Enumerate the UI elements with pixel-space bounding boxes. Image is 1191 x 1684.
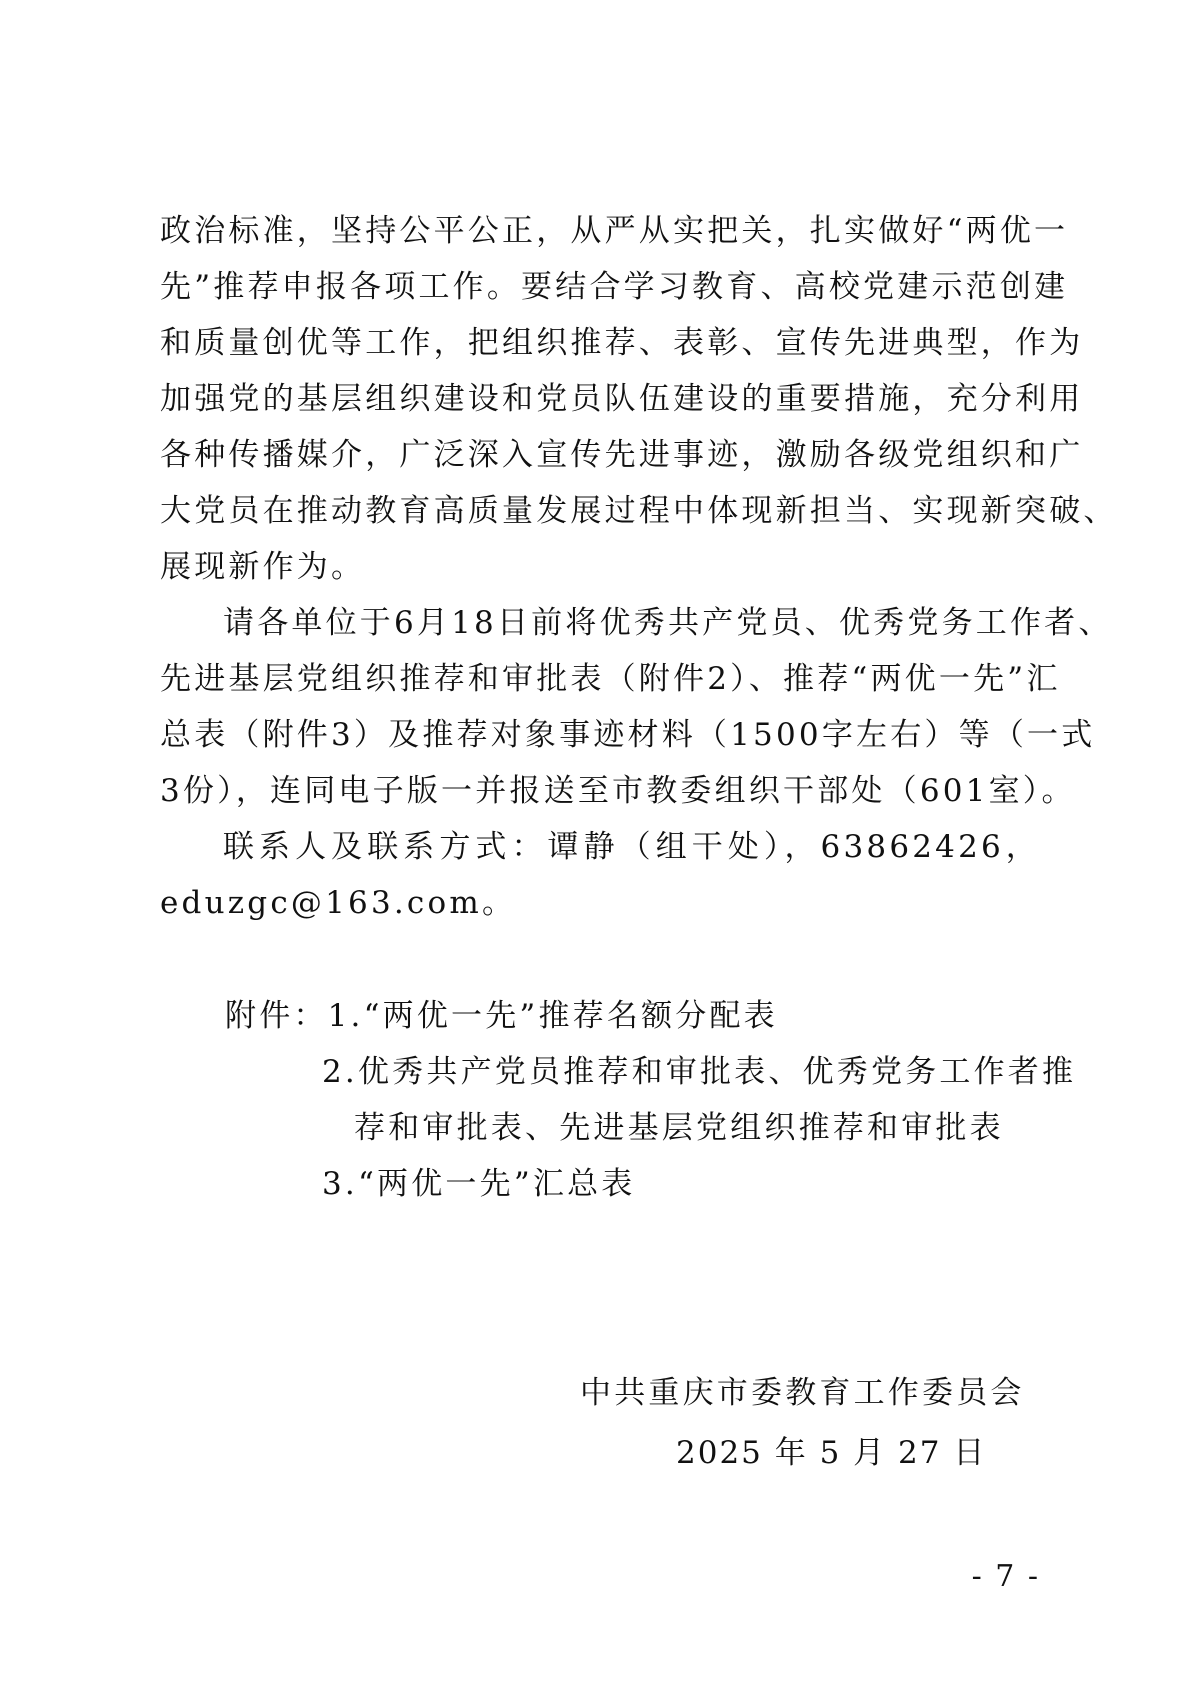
body-text-line: 政治标准，坚持公平公正，从严从实把关，扎实做好“两优一 <box>160 213 1069 249</box>
body-text-line: 先”推荐申报各项工作。要结合学习教育、高校党建示范创建 <box>160 269 1069 305</box>
attachment-item-continuation: 荐和审批表、先进基层党组织推荐和审批表 <box>354 1110 1004 1146</box>
page-number: - 7 - <box>971 1559 1040 1594</box>
contact-email-line: eduzgc@163.com。 <box>160 885 517 921</box>
signature-organization: 中共重庆市委教育工作委员会 <box>580 1375 1025 1411</box>
body-text-line: 和质量创优等工作，把组织推荐、表彰、宣传先进典型，作为 <box>160 325 1084 361</box>
attachment-item: 2.优秀共产党员推荐和审批表、优秀党务工作者推 <box>322 1054 1077 1090</box>
body-text-line: 加强党的基层组织建设和党员队伍建设的重要措施，充分利用 <box>160 381 1084 417</box>
body-text-line: 大党员在推动教育高质量发展过程中体现新担当、实现新突破、 <box>160 493 1118 529</box>
body-text-line: 展现新作为。 <box>160 549 366 585</box>
contact-line: 联系人及联系方式：谭静（组干处），63862426， <box>223 829 1040 865</box>
body-text-line: 3份），连同电子版一并报送至市教委组织干部处（601室）。 <box>160 773 1076 809</box>
attachment-item: 附件：1.“两优一先”推荐名额分配表 <box>225 998 778 1034</box>
body-text-line: 请各单位于6月18日前将优秀共产党员、优秀党务工作者、 <box>223 605 1113 641</box>
body-text-line: 各种传播媒介，广泛深入宣传先进事迹，激励各级党组织和广 <box>160 437 1084 473</box>
signature-date: 2025 年 5 月 27 日 <box>676 1435 987 1471</box>
body-text-line: 先进基层党组织推荐和审批表（附件2）、推荐“两优一先”汇 <box>160 661 1061 697</box>
body-text-line: 总表（附件3）及推荐对象事迹材料（1500字左右）等（一式 <box>160 717 1096 753</box>
attachment-item: 3.“两优一先”汇总表 <box>322 1166 636 1202</box>
